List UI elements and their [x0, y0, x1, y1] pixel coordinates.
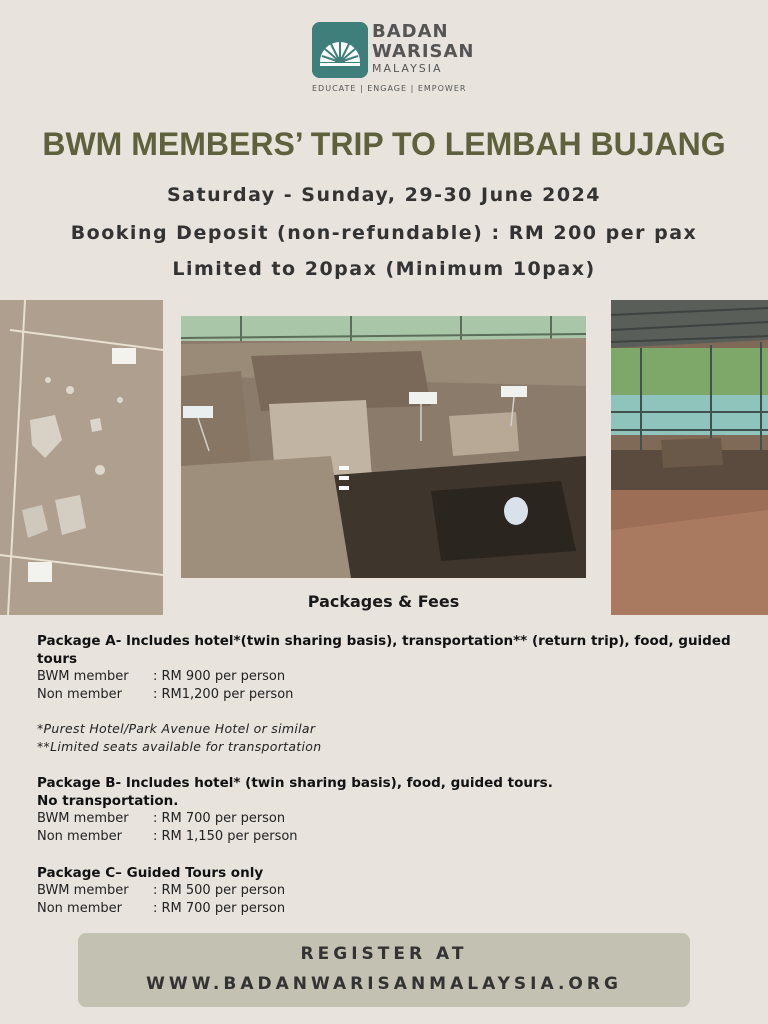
- excavation-photo-right: [611, 300, 768, 615]
- logo: [312, 20, 475, 100]
- price-value: : RM 700 per person: [153, 901, 286, 916]
- price-row: [37, 810, 737, 828]
- package-b-title: Package B- Includes hotel* (twin sharing basis), food, guided tours.: [37, 775, 553, 791]
- price-value: : RM 900 per person: [153, 669, 286, 684]
- price-label: BWM member: [37, 883, 129, 898]
- logo-line-warisan: WARISAN: [372, 41, 475, 62]
- price-value: : RM1,200 per person: [153, 687, 294, 702]
- price-row: [37, 882, 737, 900]
- price-label: Non member: [37, 829, 122, 844]
- logo-wordmark: [372, 22, 475, 76]
- package-c-title: Package C– Guided Tours only: [37, 865, 264, 881]
- deposit-line: Booking Deposit (non-refundable) : RM 200 per pax: [70, 222, 698, 244]
- package-a: [37, 632, 737, 704]
- logo-line-badan: BADAN: [372, 21, 449, 42]
- price-value: : RM 500 per person: [153, 883, 286, 898]
- price-label: BWM member: [37, 669, 129, 684]
- package-b-subtitle: No transportation.: [37, 793, 179, 809]
- register-label: REGISTER AT: [300, 944, 468, 964]
- price-label: Non member: [37, 687, 122, 702]
- price-row: [37, 900, 737, 918]
- package-c: [37, 864, 737, 918]
- price-row: [37, 668, 737, 686]
- packages-heading: Packages & Fees: [307, 592, 460, 611]
- register-url-link[interactable]: WWW.BADANWARISANMALAYSIA.ORG: [146, 974, 622, 994]
- date-line: Saturday - Sunday, 29-30 June 2024: [166, 184, 602, 206]
- price-value: : RM 1,150 per person: [153, 829, 298, 844]
- notes: [37, 720, 737, 756]
- register-banner[interactable]: [78, 933, 690, 1007]
- package-b: [37, 774, 737, 846]
- page-title: BWM MEMBERS’ TRIP TO LEMBAH BUJANG: [42, 126, 726, 162]
- logo-mark-icon: [312, 22, 368, 78]
- excavation-photo-left: [0, 300, 163, 615]
- note-hotel: *Purest Hotel/Park Avenue Hotel or similar: [37, 721, 316, 736]
- limit-line: Limited to 20pax (Minimum 10pax): [172, 258, 596, 280]
- price-row: [37, 828, 737, 846]
- price-label: Non member: [37, 901, 122, 916]
- price-row: [37, 686, 737, 704]
- price-label: BWM member: [37, 811, 129, 826]
- price-value: : RM 700 per person: [153, 811, 286, 826]
- logo-tagline: EDUCATE | ENGAGE | EMPOWER: [312, 84, 467, 93]
- package-a-title: Package A- Includes hotel*(twin sharing basis), transportation** (return trip), food, guided tours: [37, 633, 731, 667]
- excavation-photo-center: [181, 316, 586, 578]
- logo-line-malaysia: MALAYSIA: [372, 62, 443, 75]
- note-transport: **Limited seats available for transportation: [37, 739, 322, 754]
